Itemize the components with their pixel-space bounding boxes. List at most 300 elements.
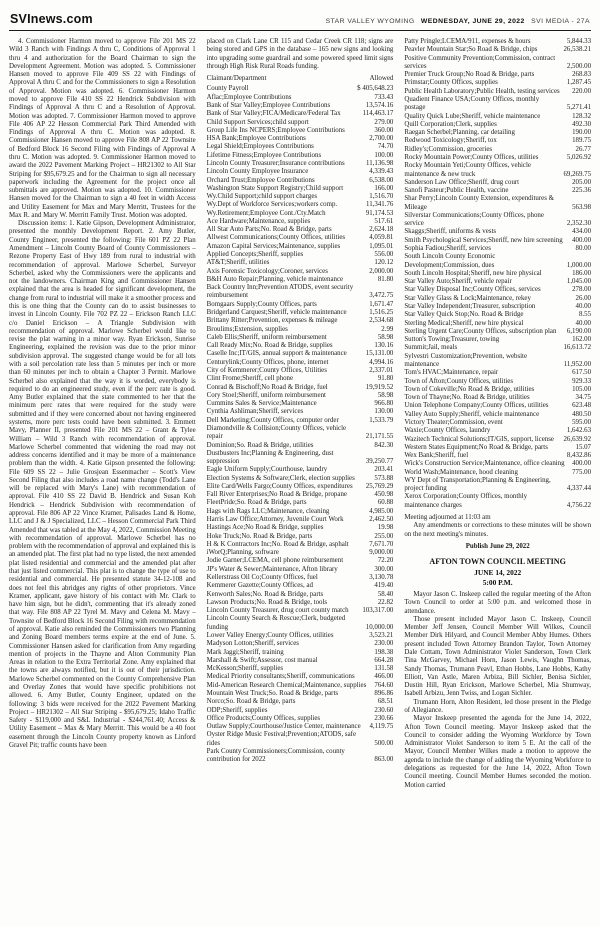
column-1 [9, 38, 196, 790]
claim-claimant: Smith Psychological Services;Sheriff, new hire screening [404, 236, 563, 244]
claim-amount: 966.80 [374, 400, 394, 408]
claim-row [207, 226, 394, 234]
claim-amount: 492.30 [572, 120, 592, 128]
claim-row [207, 574, 394, 582]
claim-amount: 617.50 [572, 369, 592, 377]
claim-amount: 400.00 [572, 460, 592, 468]
claim-amount: 1,000.00 [566, 261, 592, 269]
claim-claimant: Sanderson Law Office;Sheriff, drug court [404, 178, 520, 186]
claim-row [207, 342, 394, 350]
claim-claimant: Orchard Trust;Employee Contributions [206, 176, 315, 184]
claim-row [207, 276, 394, 284]
claim-claimant: Eagle Uniform Supply;Courthouse, laundry [206, 466, 328, 474]
claim-claimant: Harris Law Office;Attorney, Juvenile Court Work [206, 516, 344, 524]
claim-claimant: iWorQ;Planning, software [206, 549, 279, 557]
claim-claimant: Public Health Laboratory;Public Health, testing services [404, 87, 560, 95]
claim-claimant: Legal Shield;Employees Contributions [206, 143, 314, 151]
claim-row [404, 286, 591, 294]
claim-row [404, 344, 591, 352]
claim-row [404, 270, 591, 278]
masthead-location: STAR VALLEY WYOMING [325, 18, 415, 25]
claim-amount: 198.38 [374, 648, 394, 656]
claim-row [404, 436, 591, 444]
claim-amount: 130.16 [374, 342, 394, 350]
claim-row [404, 46, 591, 54]
claim-claimant: Wazitech Technical Solutions;IT/GIS, support, license [404, 435, 554, 443]
claim-amount: 1,671.47 [369, 300, 394, 308]
afton-call-to-order: Mayor Jason C. Inskeep called the regular meeting of the Afton Town Council to order at 5:00 p.m. and welcomed those in attendance. [404, 591, 592, 615]
claim-claimant: Xerox Corporation;County Offices, monthly maintenance charges [404, 493, 528, 509]
claim-claimant: Summit;Jail, meals [404, 344, 458, 352]
claim-amount: 400.00 [572, 236, 592, 244]
claim-amount: 2,700.00 [369, 135, 394, 143]
claim-amount: 58.40 [377, 590, 394, 598]
claim-amount: 68.51 [377, 698, 394, 706]
claim-row [207, 516, 394, 524]
claim-amount: 1,642.63 [566, 427, 592, 435]
claim-row [404, 71, 591, 79]
claim-amount: 3,523.21 [369, 631, 394, 639]
claim-claimant: Dominion;So. Road & Bridge, utilities [206, 441, 314, 449]
claim-amount: 26,639.92 [563, 435, 592, 443]
claim-amount: 162.00 [572, 336, 592, 344]
claim-amount: 255.00 [374, 532, 394, 540]
claim-row [207, 640, 394, 648]
claim-amount: 40.00 [575, 319, 592, 327]
claim-row [404, 303, 591, 311]
claim-amount: 279.00 [374, 118, 394, 126]
heading-line-2: JUNE 14, 2022 [474, 568, 522, 578]
claim-row [404, 493, 591, 510]
claim-row [404, 179, 591, 187]
claim-amount: 6,190.00 [566, 327, 592, 335]
claim-amount: 80.00 [575, 245, 592, 253]
claim-row [404, 121, 591, 129]
claim-claimant: Town of Thayne;No. Road & Bridge, utilities [404, 394, 530, 402]
claim-claimant: Wex Bank;Sheriff, fuel [404, 452, 469, 460]
claim-amount: 225.36 [572, 187, 592, 195]
claim-row [207, 400, 394, 408]
claim-claimant: World Wash;Maintenance, hood cleaning [404, 468, 518, 476]
claim-row [404, 311, 591, 319]
claim-row [207, 243, 394, 251]
claim-claimant: Child Support Services;child support [206, 118, 309, 126]
claim-claimant: Sterling Medical;Sheriff, new hire physical [404, 319, 524, 327]
claim-claimant: City of Kemmerer;County Offices, Utilities [206, 366, 327, 374]
afton-attendance: Those present included Mayor Jason C. Inskeep, Council Member Jeff Jensen, Council Member Will Wilkes, Council Member Dirk Hilyard, and Council Member Abby Humes. Others present included Town Attorney Brandon Taylor, Town Attorney Dale Cottam, Town Administrator Violet Sanderson, Town Clerk Tina McGarvey, Michael Horn, Jason Lewis, Vaughn Thomas, Sandy Thomas, Trumann Peavl, Ethan Hobbs, Lane Hobbs, Kathy Elliott, Van Astle, Maren Arbiza, Bill Sichler, Benisa Sichler, Dustin Hill, Ryan Erickson, Marlowe Scherbel, Mia Shumway, Isabell Arbizu, Jenn Twiss, and Logan Sichler. [404, 615, 592, 698]
claim-row [404, 336, 591, 344]
claim-row [207, 168, 394, 176]
claim-amount: 5,844.33 [566, 38, 592, 45]
claim-amount: 360.00 [374, 126, 394, 134]
claim-claimant: Mountain West Truck;So. Road & Bridge, parts [206, 689, 339, 697]
claim-row [207, 499, 394, 507]
claim-row [207, 251, 394, 259]
claim-amount: 81.80 [377, 275, 394, 283]
claim-claimant: Kenworth Sales;No. Road & Bridge, parts [206, 590, 324, 598]
claim-amount: $ 405,648.23 [357, 85, 394, 93]
claim-claimant: Star Valley Disposal Inc;County Offices, services [404, 286, 541, 294]
claim-amount: 120.12 [374, 259, 394, 267]
claim-claimant: Sylvestri Customization;Prevention, website maintenance [404, 352, 528, 368]
claim-amount: 22.82 [377, 598, 394, 606]
claim-row [207, 110, 394, 118]
claim-claimant: ODP;Sheriff, supplies [206, 706, 268, 714]
claim-claimant: Bank of Star Valley;FICA/Medicare/Federal Tax [206, 110, 341, 118]
claim-amount: 419.40 [374, 582, 394, 590]
claim-claimant: Sterling Urgent Care;County Offices, subscription plan [404, 327, 557, 335]
claim-claimant: Cynthia Ashliman;Sheriff, services [206, 408, 304, 416]
claim-row [207, 524, 394, 532]
claim-claimant: McKesson;Sheriff, supplies [206, 665, 284, 673]
claim-claimant: Peavler Mountain Star;So Road & Bridge, chips [404, 46, 538, 54]
claim-row [404, 79, 591, 87]
claim-row [207, 301, 394, 309]
claim-claimant: Conrad & Bischoff;No Road & Bridge, fuel [206, 383, 328, 391]
claim-row [404, 88, 591, 96]
claim-amount: 220.00 [572, 87, 592, 95]
claim-claimant: Dustbusters Inc;Planning & Engineering, dust suppression [206, 449, 334, 466]
claim-amount: 1,287.45 [566, 79, 592, 87]
claim-amount: 10,000.00 [365, 623, 394, 631]
claim-claimant: Shar Perry;Lincoln County Extension, expenditures & Mileage [404, 195, 554, 211]
claim-claimant: Back Country Inn;Prevention ATODS, event security reimbursement [206, 284, 354, 300]
claim-amount: 8,432.86 [566, 452, 592, 460]
claim-row [207, 698, 394, 706]
claim-row [404, 419, 591, 427]
claim-row [207, 715, 394, 723]
claim-claimant: FleetPride;So. Road & Bridge, parts [206, 499, 307, 507]
claim-row [404, 113, 591, 121]
claims-table-header [207, 75, 394, 83]
claim-claimant: Rocky Mountain Power;County Offices, utilities [404, 153, 539, 161]
claim-amount: 1,095.01 [369, 242, 394, 250]
claim-claimant: Outlaw Supply;Courthouse/Justice Center, maintenance [206, 723, 361, 731]
commission-motions: 4. Commissioner Harmon moved to approve File 201 MS 22 Wild 3 Ranch with Findings A thru C, Conditions of Approval 1 thru 4 and authorization for the Board Chairman to sign the Development Agreement. Motion was adopted. 5. Commissioner Hansen moved to approve File 409 SS 22 with Findings of Approval A thru C and for the Commissioners to sign a Resolution of Approval. Motion was adopted. 6. Commissioner Harmon moved to approve File 410 SS 22 Hendrick Subdivision with Findings of Approval A thru C and a Resolution of Approval. Motion was adopted. 7. Commissioner Harmon moved to approve File 406 AP 22 Hesson Commercial Park Third Amended with Findings of Approval A thru C. Motion was adopted. 8. Commissioner Hansen moved to approve File 808 AP 22 Townsite of Bedford Block 16 Second Filing with Findings of Approval A thru C. Motion was adopted. 9. Commissioner Harmon moved to award the 2022 Pavement Marking Project – HR21302 to All Star Striping for $95,679.25 and for the Chairman to sign all necessary paperwork including the Agreement for the project once all submittals are approved. Motion was adopted. 10. Commissioner Hansen moved for the Chairman to sign a 40 feet in width Access and Utility Easement for Max and Mary Merritt, Trustees for the Max R. and Mary W. Merritt Family Trust. Motion was adopted. [9, 38, 196, 219]
claim-claimant: Lincoln County Employee Insurance [206, 168, 309, 176]
page-header [9, 6, 591, 31]
claim-amount: 4,985.00 [369, 507, 394, 515]
claim-claimant: Kellerstrass Oil Co;County Offices, fuel [206, 574, 318, 581]
claim-claimant: Diamondville & Collision;County Offices, vehicle repair [206, 424, 347, 441]
claim-row [207, 160, 394, 168]
claim-claimant: Mark Jaggi;Sheriff, training [206, 648, 284, 656]
claim-row [404, 477, 591, 494]
claim-claimant: Star Valley Independent;Treasurer, subscription [404, 303, 536, 310]
claim-claimant: Valley Auto Supply;Sheriff, vehicle maintenance [404, 410, 540, 418]
claim-claimant: Star Valley Quick Stop;No. Road & Bridge [404, 311, 524, 319]
claim-claimant: Quill Corporation;Clerk, supplies [404, 120, 497, 128]
claim-row [207, 177, 394, 185]
claim-amount: 1,533.79 [369, 416, 394, 424]
claim-claimant: Oyster Ridge Music Festival;Prevention;ATODS, safe rides [206, 731, 357, 747]
claim-claimant: Bank of Star Valley;Employee Contributions [206, 101, 331, 109]
claim-row [207, 508, 394, 516]
claim-amount: 19,919.52 [365, 383, 394, 391]
claim-claimant: Allwest Communications;County Offices, utilities [206, 234, 346, 242]
claim-claimant: Patty Pringle;LCEMA/911, expenses & hours [404, 38, 531, 45]
columns [9, 31, 591, 790]
claim-amount: 896.86 [374, 689, 394, 697]
claim-claimant: Group Life Ins NCPERS;Employee Contributions [206, 126, 345, 134]
claim-row [207, 127, 394, 135]
claim-row [404, 96, 591, 113]
claim-amount: 60.88 [377, 499, 394, 507]
claim-amount: 929.33 [572, 377, 592, 385]
claim-row [207, 234, 394, 242]
claim-amount: 203.41 [374, 466, 394, 474]
claim-amount: 4,119.75 [369, 723, 394, 731]
claim-claimant: Brittany Ritter;Prevention, expenses & mileage [206, 317, 338, 325]
claim-amount: 4,756.22 [566, 501, 592, 509]
claim-amount: 190.00 [572, 129, 592, 137]
claim-amount: 450.98 [374, 491, 394, 499]
claim-amount: 230.00 [374, 640, 394, 648]
claim-row [207, 210, 394, 218]
claim-row [404, 452, 591, 460]
claim-claimant: Norco;So. Road & Bridge, parts [206, 698, 296, 706]
claim-row [207, 350, 394, 358]
claim-amount: 230.66 [374, 714, 394, 722]
claim-amount: 25,769.29 [365, 482, 394, 490]
claim-amount: 230.60 [374, 706, 394, 714]
afton-council-heading [404, 557, 591, 588]
claim-row [207, 591, 394, 599]
claim-claimant: B&H Auto Repair;Planning, vehicle maintenance [206, 275, 344, 283]
claim-claimant: Victory Theater;Commission, event [404, 418, 503, 426]
claim-amount: 842.30 [374, 441, 394, 449]
claim-claimant: South Lincoln Hospital;Sheriff, new hire physical [404, 269, 542, 277]
claim-row [207, 259, 394, 267]
claim-row [404, 320, 591, 328]
claim-claimant: Wick's Construction Service;Maintenance, office cleaning [404, 460, 565, 468]
claim-row [404, 278, 591, 286]
claim-row [404, 245, 591, 253]
claim-claimant: H & K Contractors Inc;No. Road & Bridge, asphalt [206, 540, 349, 548]
claim-amount: 100.00 [374, 151, 394, 159]
claim-claimant: Dell Marketing;County Offices, computer order [206, 416, 339, 424]
claim-amount: 21,171.55 [365, 433, 394, 441]
claim-claimant: Applied Concepts;Sheriff, supplies [206, 251, 304, 259]
claim-amount: 664.28 [374, 656, 394, 664]
claim-row [404, 187, 591, 195]
claim-claimant: County Payroll [206, 85, 249, 93]
claim-amount: 205.00 [572, 178, 592, 186]
claim-claimant: Positive Community Prevention;Commission, contract services [404, 54, 556, 70]
claim-row [207, 408, 394, 416]
claim-claimant: Amazon Capital Services;Maintenance, supplies [206, 242, 341, 250]
claims-claimant-label: Claimant/Department [206, 75, 267, 83]
claim-row [404, 212, 591, 229]
claim-row [207, 682, 394, 690]
claim-claimant: Madyson Lotton;Sheriff, services [206, 640, 299, 648]
claim-amount: 166.00 [374, 184, 394, 192]
claim-claimant: JP's Water & Sewer;Maintenance, Afton library [206, 565, 338, 573]
claim-row [207, 649, 394, 657]
claim-row [404, 411, 591, 419]
claim-amount: 517.61 [374, 217, 394, 225]
claim-claimant: Kemmerer Gazette;County Offices, ad [206, 582, 313, 590]
claim-claimant: Sophia Fadiou;Sheriff, services [404, 245, 491, 253]
claim-amount: 1,045.00 [566, 278, 592, 286]
claim-row [207, 359, 394, 367]
claim-row [207, 475, 394, 483]
masthead [322, 18, 590, 25]
claim-row [404, 460, 591, 468]
claim-row [404, 228, 591, 236]
claim-row [207, 673, 394, 681]
adjournment: Meeting adjourned at 11:03 am [404, 514, 491, 522]
claim-claimant: Wy.Child Support;child support charges [206, 193, 318, 201]
claim-row [404, 295, 591, 303]
claim-amount: 19.98 [377, 524, 394, 532]
claim-claimant: All Star Auto Parts;No. Road & Bridge, parts [206, 226, 332, 234]
claim-claimant: Skaggs;Sheriff, uniforms & vests [404, 228, 497, 236]
claim-amount: 103,317.00 [362, 607, 394, 615]
claim-amount: 11,952.00 [563, 360, 592, 368]
claim-claimant: Redwood Toxicology;Sheriff, tox [404, 137, 497, 145]
claim-claimant: Wy.Retirement;Employee Cont./Cty.Match [206, 209, 326, 217]
heading-line-1: AFTON TOWN COUNCIL MEETING [429, 557, 566, 567]
claim-amount: 69,269.75 [563, 170, 592, 178]
claim-row [207, 748, 394, 765]
claim-amount: 189.75 [572, 137, 592, 145]
claim-claimant: Lifetime Fitness;Employee Contributions [206, 151, 322, 159]
claim-claimant: Cummins Sales & Service;Maintenance [206, 400, 317, 408]
claim-claimant: Lincoln County Treasurer, drug court county match [206, 607, 349, 615]
claim-row [404, 386, 591, 394]
claim-claimant: Rocky Mountain Yeti;County Offices, vehicle maintenance & new truck [404, 162, 531, 178]
claim-row [207, 218, 394, 226]
claim-claimant: Park County Commissioners;Commission, county contribution for 2022 [206, 747, 345, 764]
claim-row [207, 119, 394, 127]
claim-row [207, 491, 394, 499]
claim-row [207, 731, 394, 748]
claim-row [207, 135, 394, 143]
claim-amount: 3,130.78 [369, 574, 394, 581]
claim-row [207, 557, 394, 565]
claim-row [207, 483, 394, 491]
claim-row [404, 369, 591, 377]
claim-claimant: AT&T;Sheriff, utilities [206, 259, 270, 267]
claim-claimant: Lincoln County Treasurer;Insurance contributions [206, 159, 345, 167]
claim-claimant: Washington State Support Registry;Child support [206, 184, 344, 192]
claim-amount: 2,500.00 [566, 62, 592, 70]
claim-claimant: Lawson Products;No. Road & Bridge, tools [206, 598, 328, 606]
claim-row [404, 146, 591, 154]
claim-row [404, 162, 591, 179]
claim-row [207, 375, 394, 383]
claim-row [404, 469, 591, 477]
claim-row [404, 137, 591, 145]
claim-claimant: Star Valley Glass & Lock;Maintenance, rekey [404, 294, 531, 302]
claim-claimant: Wy.Dept of Workforce Services;workers comp. [206, 201, 338, 209]
claim-amount: 268.83 [572, 71, 592, 79]
claim-amount: 72.20 [377, 557, 394, 565]
claim-claimant: Elite Card/Wells Fargo;County Offices, expenditures [206, 482, 353, 490]
claim-amount: 40.00 [575, 303, 592, 310]
claim-amount: 480.50 [572, 410, 592, 418]
claim-claimant: Ace Hardware;Maintenance, supplies [206, 217, 311, 225]
claim-claimant: Caleb Ellis;Sheriff, uniform reimbursement [206, 333, 327, 341]
claim-claimant: Aflac;Employee Contributions [206, 93, 292, 101]
claim-claimant: Cory Stoel;Sheriff, uniform reimbursement [206, 391, 326, 399]
claim-row [404, 378, 591, 386]
claim-row [404, 402, 591, 410]
claim-row [207, 707, 394, 715]
claim-amount: 4,994.16 [369, 358, 394, 366]
claim-row [207, 94, 394, 102]
claim-amount: 131.58 [374, 665, 394, 673]
claim-claimant: Axis Forensic Toxicology;Coroner, services [206, 267, 328, 275]
publish-line: Publish June 29, 2022 [465, 542, 530, 550]
afton-agenda: Mayor Inskeep presented the agenda for the June 14, 2022, Afton Town Council meeting. Mayor Inskeep asked that the Council to consider adding the Wyoming Workforce by Town Administrator Violet Sanderson to item 5 E. At the call of the Mayor, Council Member Wilkes made a motion to approve the agenda to include the change of adding the Wyoming Workforce to delegations as requested for the June 14, 2022, Afton Town Council meeting. Council Member Humes seconded the motion. Motion carried [404, 715, 592, 789]
claim-row [207, 632, 394, 640]
claim-row [207, 665, 394, 673]
claim-amount: 775.00 [572, 468, 592, 476]
claim-claimant: Sanofi Pasteur;Public Health, vaccine [404, 187, 509, 195]
claim-row [207, 309, 394, 317]
claim-row [207, 466, 394, 474]
claim-row [207, 690, 394, 698]
claim-row [207, 143, 394, 151]
claim-amount: 186.00 [572, 269, 592, 277]
claim-row [207, 392, 394, 400]
claim-claimant: Bridgerland Carquest;Sheriff, vehicle maintenance [206, 309, 347, 316]
claim-amount: 7,671.70 [369, 540, 394, 548]
claim-row [404, 353, 591, 370]
claim-amount: 563.98 [572, 203, 592, 211]
claim-row [207, 326, 394, 334]
claim-amount: 26.00 [575, 294, 592, 302]
claim-claimant: Bomgaars Supply;County Offices, parts [206, 300, 317, 308]
claim-claimant: Call Ready Mix;No. Road & Bridge, supplies [206, 342, 333, 350]
claim-amount: 105.00 [572, 385, 592, 393]
claim-row [207, 442, 394, 450]
claim-amount: 764.60 [374, 681, 394, 689]
claim-amount: 573.88 [374, 474, 394, 482]
claim-amount: 130.00 [374, 408, 394, 416]
column-2 [207, 38, 394, 790]
claim-row [207, 425, 394, 442]
claim-claimant: Silverstar Communications;County Offices, phone service [404, 211, 544, 228]
claim-amount: 114,463.17 [362, 110, 394, 118]
claim-row [207, 607, 394, 615]
claim-amount: 58.98 [377, 391, 394, 399]
claim-claimant: Ridley's;Commission, groceries [404, 145, 493, 153]
claim-amount: 58.98 [377, 333, 394, 341]
claim-row [207, 541, 394, 549]
claim-row [207, 549, 394, 557]
claim-row [404, 253, 591, 270]
claim-claimant: Hags with Rags LLC;Maintenance, cleaning [206, 507, 330, 515]
claim-claimant: Centurylink;County Offices, phone, internet [206, 358, 329, 366]
claim-row [404, 38, 591, 46]
masthead-media: SVI MEDIA - 27A [531, 18, 590, 25]
claim-amount: 74.70 [377, 143, 394, 151]
claim-row [207, 657, 394, 665]
claim-claimant: Sutton's Towing;Treasurer, towing [404, 336, 500, 344]
claim-claimant: WY Dept of Transportation;Planning & Engineering, project funding [404, 476, 551, 493]
claim-row [404, 129, 591, 137]
claim-amount: 623.48 [572, 402, 592, 410]
claim-row [207, 566, 394, 574]
claim-claimant: Lower Valley Energy;County Offices, utilities [206, 631, 334, 639]
claim-row [207, 268, 394, 276]
claim-amount: 595.00 [572, 418, 592, 426]
claim-amount: 500.00 [374, 739, 394, 747]
claim-amount: 1,516.70 [369, 193, 394, 201]
